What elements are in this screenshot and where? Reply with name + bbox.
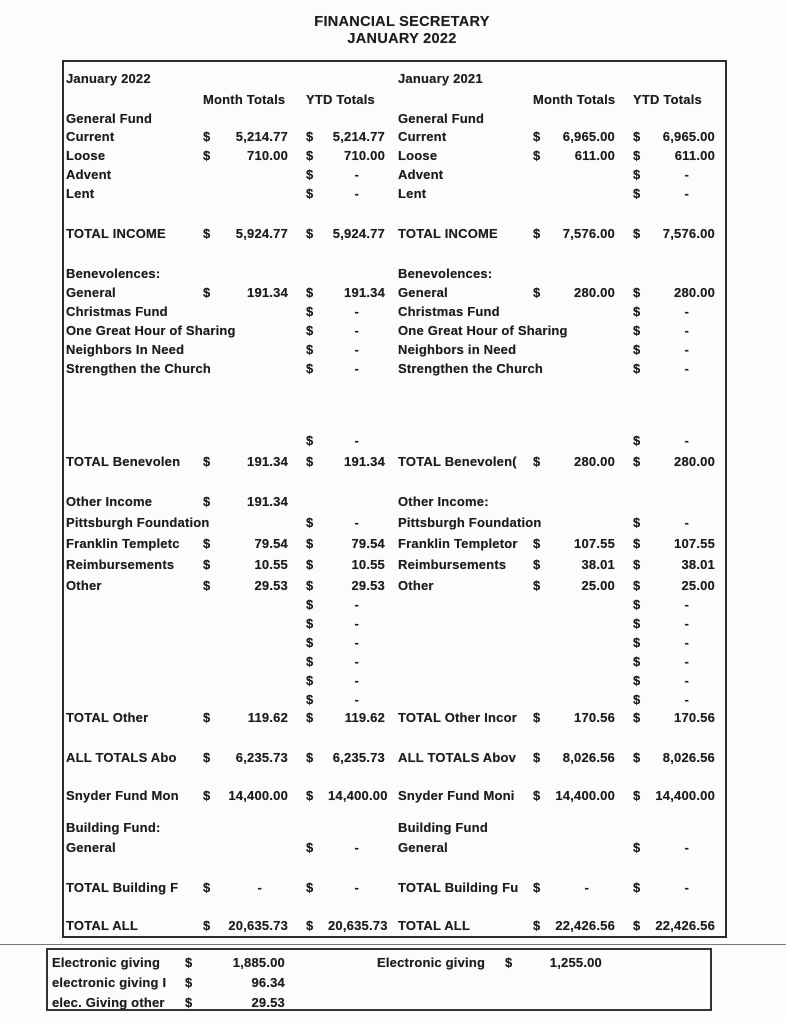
dollar-sign: $ [306, 167, 314, 182]
dollar-sign: $ [533, 129, 541, 144]
table-row [66, 633, 715, 652]
cell-value: - [684, 839, 689, 855]
table-row [66, 709, 715, 725]
dollar-sign: $ [633, 453, 641, 469]
row-label: General Fund [398, 110, 485, 126]
row-label: Pittsburgh Foundation [66, 515, 210, 530]
table-row [66, 340, 715, 359]
cell-value: - [354, 635, 359, 650]
row-label: Other [398, 577, 434, 593]
column-header: Month Totals [533, 91, 616, 107]
row-label: Current [398, 129, 447, 144]
row-label: General [398, 839, 448, 855]
cell-value: - [684, 361, 689, 376]
cell-value: 14,400.00 [555, 788, 615, 803]
dollar-sign: $ [633, 167, 641, 182]
row-label: Benevolences: [398, 266, 493, 281]
cell-value: - [684, 597, 689, 612]
cell-value: 280.00 [574, 453, 615, 469]
cell-value: - [354, 342, 359, 357]
cell-value: - [354, 879, 359, 895]
dollar-sign: $ [533, 749, 541, 765]
row-label: One Great Hour of Sharing [398, 323, 568, 338]
cell-value: - [684, 304, 689, 319]
table-row [66, 512, 715, 533]
table-row [66, 897, 715, 915]
cell-value: 6,965.00 [562, 129, 615, 144]
dollar-sign: $ [633, 361, 641, 376]
table-row [66, 67, 715, 89]
dollar-sign: $ [633, 148, 641, 163]
table-row [66, 575, 715, 595]
row-label: TOTAL Benevolen [66, 453, 181, 469]
cell-value: 611.00 [574, 148, 615, 163]
row-label: TOTAL ALL [66, 917, 139, 933]
cell-value: 119.62 [247, 709, 288, 725]
row-label: Electronic giving [377, 954, 486, 970]
dollar-sign: $ [633, 515, 641, 530]
dollar-sign: $ [306, 285, 314, 300]
table-row [66, 857, 715, 877]
row-label: General [66, 285, 116, 300]
cell-value: 191.34 [344, 285, 385, 300]
row-label: Neighbors in Need [398, 342, 517, 357]
cell-value: - [684, 616, 689, 631]
table-row [66, 302, 715, 321]
table-row [66, 818, 715, 837]
cell-value: 191.34 [247, 453, 288, 469]
dollar-sign: $ [306, 879, 314, 895]
table-row [66, 785, 715, 806]
row-label: Franklin Templetor [398, 536, 518, 551]
cell-value: 29.53 [251, 994, 285, 1010]
cell-value: 8,026.56 [562, 749, 615, 765]
table-row [66, 283, 715, 302]
row-label: TOTAL Other [66, 709, 149, 725]
dollar-sign: $ [306, 692, 314, 707]
dollar-sign: $ [633, 304, 641, 319]
dollar-sign: $ [633, 342, 641, 357]
cell-value: 191.34 [247, 285, 288, 300]
cell-value: - [354, 616, 359, 631]
row-label: January 2021 [398, 70, 483, 86]
cell-value: 25.00 [581, 577, 615, 593]
column-header: Month Totals [203, 91, 286, 107]
dollar-sign: $ [203, 577, 211, 593]
table-row [66, 203, 715, 224]
cell-value: - [684, 673, 689, 688]
row-label: TOTAL INCOME [398, 226, 498, 241]
dollar-sign: $ [306, 616, 314, 631]
cell-value: 6,965.00 [662, 129, 715, 144]
dollar-sign: $ [633, 557, 641, 572]
dollar-sign: $ [203, 226, 211, 241]
table-row [52, 952, 702, 972]
dollar-sign: $ [203, 536, 211, 551]
dollar-sign: $ [306, 453, 314, 469]
cell-value: 25.00 [681, 577, 715, 593]
dollar-sign: $ [533, 226, 541, 241]
dollar-sign: $ [306, 148, 314, 163]
dollar-sign: $ [306, 186, 314, 201]
dollar-sign: $ [306, 654, 314, 669]
cell-value: 280.00 [574, 285, 615, 300]
row-label: electronic giving I [52, 974, 167, 990]
dollar-sign: $ [533, 148, 541, 163]
cell-value: - [354, 839, 359, 855]
table-row [66, 491, 715, 512]
dollar-sign: $ [306, 597, 314, 612]
row-label: Benevolences: [66, 266, 161, 281]
table-row [66, 264, 715, 283]
dollar-sign: $ [633, 285, 641, 300]
cell-value: 7,576.00 [562, 226, 615, 241]
dollar-sign: $ [633, 654, 641, 669]
row-label: ALL TOTALS Abov [398, 749, 517, 765]
dollar-sign: $ [203, 917, 211, 933]
row-label: Christmas Fund [398, 304, 500, 319]
dollar-sign: $ [633, 536, 641, 551]
dollar-sign: $ [633, 788, 641, 803]
dollar-sign: $ [203, 788, 211, 803]
table-row [66, 595, 715, 614]
row-label: Loose [66, 148, 106, 163]
dollar-sign: $ [306, 673, 314, 688]
dollar-sign: $ [633, 917, 641, 933]
table-row [66, 471, 715, 491]
cell-value: 8,026.56 [662, 749, 715, 765]
cell-value: 280.00 [674, 453, 715, 469]
dollar-sign: $ [533, 557, 541, 572]
dollar-sign: $ [505, 954, 513, 970]
row-label: Advent [398, 167, 444, 182]
cell-value: 710.00 [344, 148, 385, 163]
row-label: Advent [66, 167, 112, 182]
dollar-sign: $ [306, 557, 314, 572]
row-label: TOTAL Other Incor [398, 709, 517, 725]
cell-value: 1,255.00 [549, 954, 602, 970]
cell-value: 10.55 [351, 557, 385, 572]
cell-value: 38.01 [581, 557, 615, 572]
table-row [66, 533, 715, 554]
dollar-sign: $ [633, 129, 641, 144]
row-label: Other Income [66, 494, 153, 509]
row-label: TOTAL ALL [398, 917, 471, 933]
dollar-sign: $ [633, 673, 641, 688]
table-row [66, 109, 715, 127]
row-label: General Fund [66, 110, 153, 126]
dollar-sign: $ [203, 148, 211, 163]
cell-value: - [584, 879, 589, 895]
table-row [66, 429, 715, 451]
table-row [66, 725, 715, 747]
dollar-sign: $ [306, 361, 314, 376]
dollar-sign: $ [633, 226, 641, 241]
row-label: Franklin Templetc [66, 536, 180, 551]
cell-value: - [354, 692, 359, 707]
row-label: Other [66, 577, 102, 593]
dollar-sign: $ [633, 323, 641, 338]
separator-line [0, 944, 786, 945]
row-label: Current [66, 129, 115, 144]
cell-value: 6,235.73 [235, 749, 288, 765]
cell-value: - [354, 304, 359, 319]
dollar-sign: $ [633, 432, 641, 448]
cell-value: - [354, 654, 359, 669]
cell-value: 7,576.00 [662, 226, 715, 241]
table-row [66, 652, 715, 671]
cell-value: - [684, 635, 689, 650]
dollar-sign: $ [185, 954, 193, 970]
cell-value: 5,214.77 [235, 129, 288, 144]
table-row [52, 992, 702, 1012]
dollar-sign: $ [203, 129, 211, 144]
cell-value: 29.53 [254, 577, 288, 593]
table-row [66, 690, 715, 709]
table-row [66, 747, 715, 767]
cell-value: 20,635.73 [228, 917, 288, 933]
table-row [66, 554, 715, 575]
table-row [66, 184, 715, 203]
dollar-sign: $ [306, 536, 314, 551]
cell-value: - [257, 879, 262, 895]
cell-value: 280.00 [674, 285, 715, 300]
table-row [66, 378, 715, 429]
row-label: Lent [66, 186, 95, 201]
cell-value: 79.54 [351, 536, 385, 551]
cell-value: 96.34 [251, 974, 285, 990]
cell-value: 79.54 [254, 536, 288, 551]
cell-value: 29.53 [351, 577, 385, 593]
table-row [66, 837, 715, 857]
dollar-sign: $ [533, 917, 541, 933]
dollar-sign: $ [306, 917, 314, 933]
cell-value: - [684, 432, 689, 448]
dollar-sign: $ [633, 749, 641, 765]
row-label: TOTAL INCOME [66, 226, 166, 241]
cell-value: - [354, 167, 359, 182]
dollar-sign: $ [633, 597, 641, 612]
cell-value: 107.55 [674, 536, 715, 551]
cell-value: - [684, 323, 689, 338]
row-label: Other Income: [398, 494, 489, 509]
cell-value: 22,426.56 [555, 917, 615, 933]
row-label: Building Fund [398, 820, 488, 835]
cell-value: - [684, 879, 689, 895]
dollar-sign: $ [306, 749, 314, 765]
cell-value: 170.56 [674, 709, 715, 725]
table-row [66, 915, 715, 935]
cell-value: - [354, 673, 359, 688]
row-label: elec. Giving other [52, 994, 165, 1010]
cell-value: 710.00 [247, 148, 288, 163]
dollar-sign: $ [533, 453, 541, 469]
dollar-sign: $ [203, 749, 211, 765]
row-label: Snyder Fund Mon [66, 788, 179, 803]
dollar-sign: $ [633, 577, 641, 593]
row-label: TOTAL Building Fu [398, 879, 519, 895]
cell-value: 119.62 [344, 709, 385, 725]
dollar-sign: $ [203, 557, 211, 572]
row-label: Snyder Fund Moni [398, 788, 515, 803]
cell-value: - [354, 323, 359, 338]
dollar-sign: $ [203, 879, 211, 895]
report-title: FINANCIAL SECRETARY [314, 14, 490, 30]
row-label: ALL TOTALS Abo [66, 749, 177, 765]
table-row [66, 671, 715, 690]
dollar-sign: $ [633, 616, 641, 631]
cell-value: - [684, 342, 689, 357]
row-label: Strengthen the Church [398, 361, 544, 376]
dollar-sign: $ [533, 709, 541, 725]
table-row [66, 806, 715, 818]
electronic-giving-table [46, 948, 712, 1011]
cell-value: 14,400.00 [328, 788, 388, 803]
row-label: Loose [398, 148, 438, 163]
table-row [66, 146, 715, 165]
dollar-sign: $ [306, 709, 314, 725]
table-row [66, 89, 715, 109]
table-row [66, 451, 715, 471]
cell-value: 611.00 [674, 148, 715, 163]
cell-value: 191.34 [247, 494, 288, 509]
cell-value: 191.34 [344, 453, 385, 469]
dollar-sign: $ [203, 285, 211, 300]
row-label: Building Fund: [66, 820, 161, 835]
dollar-sign: $ [306, 226, 314, 241]
dollar-sign: $ [306, 635, 314, 650]
cell-value: - [354, 432, 359, 448]
cell-value: 14,400.00 [228, 788, 288, 803]
dollar-sign: $ [633, 692, 641, 707]
dollar-sign: $ [306, 304, 314, 319]
table-row [66, 224, 715, 243]
cell-value: 5,924.77 [235, 226, 288, 241]
dollar-sign: $ [533, 285, 541, 300]
table-row [66, 614, 715, 633]
table-row [66, 359, 715, 378]
dollar-sign: $ [203, 453, 211, 469]
dollar-sign: $ [633, 635, 641, 650]
row-label: January 2022 [66, 70, 151, 86]
cell-value: 1,885.00 [232, 954, 285, 970]
row-label: General [66, 839, 116, 855]
dollar-sign: $ [633, 186, 641, 201]
dollar-sign: $ [306, 342, 314, 357]
cell-value: 22,426.56 [655, 917, 715, 933]
row-label: TOTAL Benevolen( [398, 453, 517, 469]
cell-value: - [354, 361, 359, 376]
dollar-sign: $ [533, 788, 541, 803]
dollar-sign: $ [306, 577, 314, 593]
table-row [66, 767, 715, 785]
page-title [0, 14, 786, 48]
cell-value: - [684, 186, 689, 201]
cell-value: - [684, 654, 689, 669]
dollar-sign: $ [633, 839, 641, 855]
table-row [52, 972, 702, 992]
row-label: One Great Hour of Sharing [66, 323, 236, 338]
row-label: Electronic giving [52, 954, 161, 970]
cell-value: 10.55 [254, 557, 288, 572]
dollar-sign: $ [185, 974, 193, 990]
dollar-sign: $ [306, 839, 314, 855]
cell-value: 6,235.73 [332, 749, 385, 765]
cell-value: 20,635.73 [328, 917, 388, 933]
row-label: TOTAL Building F [66, 879, 179, 895]
table-row [66, 165, 715, 184]
dollar-sign: $ [533, 536, 541, 551]
cell-value: - [354, 186, 359, 201]
main-table [62, 60, 727, 938]
dollar-sign: $ [306, 432, 314, 448]
row-label: Lent [398, 186, 427, 201]
cell-value: - [354, 597, 359, 612]
cell-value: - [684, 167, 689, 182]
row-label: Neighbors In Need [66, 342, 185, 357]
row-label: Reimbursements [66, 557, 175, 572]
row-label: Pittsburgh Foundation [398, 515, 542, 530]
dollar-sign: $ [633, 879, 641, 895]
dollar-sign: $ [203, 709, 211, 725]
row-label: Christmas Fund [66, 304, 168, 319]
dollar-sign: $ [633, 709, 641, 725]
table-row [66, 877, 715, 897]
cell-value: - [684, 515, 689, 530]
dollar-sign: $ [306, 129, 314, 144]
row-label: Strengthen the Church [66, 361, 212, 376]
row-label: General [398, 285, 448, 300]
cell-value: 5,924.77 [332, 226, 385, 241]
table-row [66, 321, 715, 340]
cell-value: 170.56 [574, 709, 615, 725]
cell-value: - [354, 515, 359, 530]
row-label: Reimbursements [398, 557, 507, 572]
cell-value: 14,400.00 [655, 788, 715, 803]
dollar-sign: $ [203, 494, 211, 509]
column-header: YTD Totals [633, 91, 702, 107]
dollar-sign: $ [185, 994, 193, 1010]
table-row [66, 243, 715, 264]
cell-value: - [684, 692, 689, 707]
report-period: JANUARY 2022 [347, 31, 457, 47]
cell-value: 5,214.77 [332, 129, 385, 144]
cell-value: 38.01 [681, 557, 715, 572]
dollar-sign: $ [306, 515, 314, 530]
dollar-sign: $ [533, 577, 541, 593]
cell-value: 107.55 [574, 536, 615, 551]
column-header: YTD Totals [306, 91, 375, 107]
dollar-sign: $ [533, 879, 541, 895]
table-row [66, 127, 715, 146]
dollar-sign: $ [306, 323, 314, 338]
dollar-sign: $ [306, 788, 314, 803]
